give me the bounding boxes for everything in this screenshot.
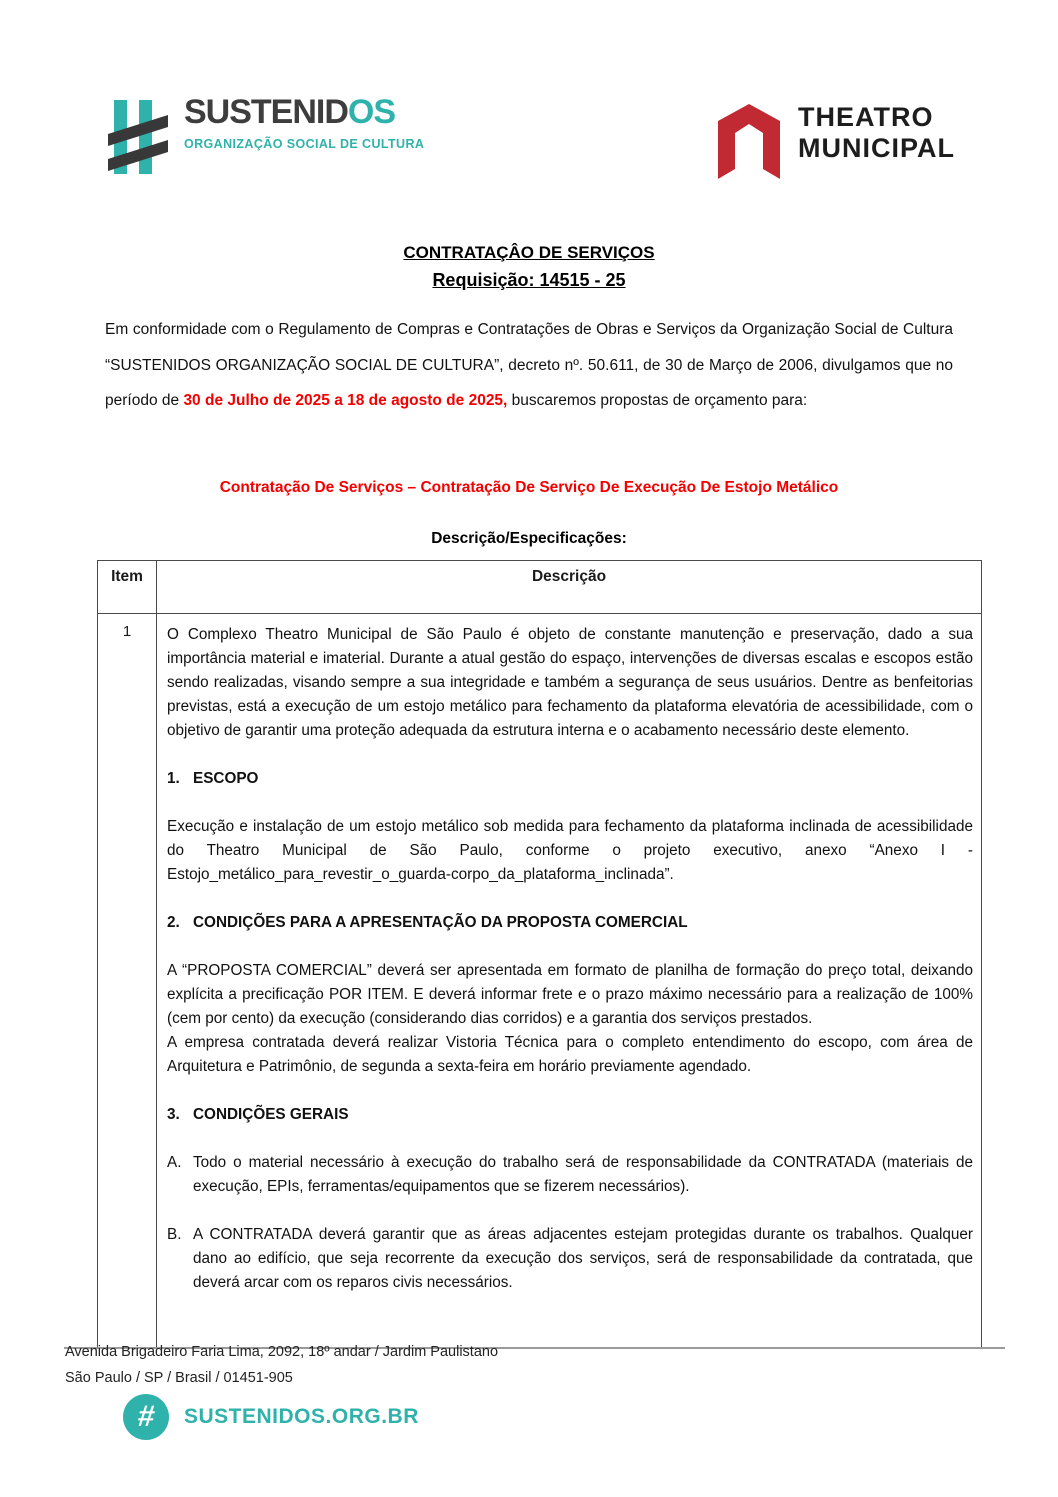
section-1-title: ESCOPO [193, 770, 259, 787]
table-header-row [98, 561, 981, 614]
section-1-number: 1. [167, 770, 180, 787]
footer-address [65, 1339, 498, 1391]
spec-table [97, 560, 982, 1348]
footer-address-line2: São Paulo / SP / Brasil / 01451-905 [65, 1370, 293, 1386]
section-2-heading [167, 911, 973, 935]
sustenidos-wordmark [184, 95, 424, 151]
section-2-number: 2. [167, 914, 180, 931]
intro-text-post: buscaremos propostas de orçamento para: [507, 392, 808, 409]
theatro-arch-icon [718, 100, 782, 185]
section-1-heading [167, 767, 973, 791]
theatro-word-line1: THEATRO [798, 102, 934, 132]
theatro-word-line2: MUNICIPAL [798, 133, 955, 164]
condition-item-b-text: A CONTRATADA deverá garantir que as áreas adjacentes estejam protegidas durante os trabalhos. Qualquer dano ao edifício, que seja recorrente da execução dos serviços, será de responsabilidade da contratada, que deverá arcar com os reparos civis necessários. [193, 1226, 973, 1291]
footer-address-line1: Avenida Brigadeiro Faria Lima, 2092, 18º andar / Jardim Paulistano [65, 1344, 499, 1360]
condition-item-a [167, 1151, 973, 1199]
section-3-number: 3. [167, 1106, 180, 1123]
table-body-row [98, 614, 981, 1348]
sustenidos-hash-icon [108, 95, 172, 184]
subject-heading: Contratação De Serviços – Contratação De Serviço De Execução De Estojo Metálico [219, 479, 839, 496]
theatro-municipal-logo [718, 100, 955, 185]
section-2-paragraph-2: A empresa contratada deverá realizar Vistoria Técnica para o completo entendimento do escopo, com área de Arquitetura e Patrimônio, de segunda a sexta-feira em horário previamente agendado. [167, 1034, 973, 1075]
section-3-title: CONDIÇÕES GERAIS [193, 1106, 349, 1123]
description-cell [157, 614, 981, 1348]
sustenidos-name: SUSTENIDOS [184, 93, 396, 131]
section-1-paragraph: Execução e instalação de um estojo metálico sob medida para fechamento da plataforma inclinada de acessibilidade do Theatro Municipal de São Paulo, conforme o projeto executivo, anexo “Anexo I - Estojo_metálico_para_revestir_o_guarda-corpo_da_plataforma_inclinada”. [167, 818, 973, 883]
description-intro-paragraph: O Complexo Theatro Municipal de São Paulo é objeto de constante manutenção e preservação, dado a sua importância material e imaterial. Durante a atual gestão do espaço, intervenções de diversas escalas e escopos estão sendo realizadas, visando sempre a sua integridade e também a segurança de seus usuários. Dentre as benfeitorias previstas, está a execução de um estojo metálico para fechamento da plataforma elevatória de acessibilidade, com o objetivo de garantir uma proteção adequada da estrutura interna e o acabamento necessário deste elemento. [167, 626, 973, 739]
condition-item-b-marker: B. [167, 1226, 182, 1243]
date-range-highlight: 30 de Julho de 2025 a 18 de agosto de 2025, [183, 392, 508, 409]
sustenidos-logo [108, 95, 424, 184]
condition-item-a-text: Todo o material necessário à execução do trabalho será de responsabilidade da CONTRATADA (materiais de execução, EPIs, ferramentas/equipamentos que se fizerem necessários). [193, 1154, 973, 1195]
descricao-column-header: Descrição [531, 568, 607, 585]
condition-item-a-marker: A. [167, 1154, 182, 1171]
section-2-paragraph-1: A “PROPOSTA COMERCIAL” deverá ser apresentada em formato de planilha de formação do preço total, deixando explícita a precificação POR ITEM. E deverá informar frete e o prazo máximo necessário para a realização de 100% (cem por cento) da execução (considerando dias corridos) e a garantia dos serviços prestados. [167, 962, 973, 1027]
sustenidos-tagline: ORGANIZAÇÃO SOCIAL DE CULTURA [184, 137, 425, 151]
intro-text-pre: Em conformidade com o Regulamento de Compras e Contratações de Obras e Serviços da Organização Social de Cultura “SUSTENIDOS ORGANIZAÇÃO SOCIAL DE CULTURA”, decreto nº. 50.611, de 30 de Março de 2006, divulgamos que no período de [105, 321, 953, 409]
document-title: CONTRATAÇÂO DE SERVIÇOS [403, 243, 655, 262]
footer-logo [123, 1394, 419, 1440]
hash-circle-icon: # [123, 1394, 169, 1440]
requisition-number: Requisição: 14515 - 25 [432, 270, 626, 290]
section-2-title: CONDIÇÕES PARA A APRESENTAÇÃO DA PROPOSTA COMERCIAL [193, 914, 688, 931]
theatro-wordmark [798, 102, 955, 164]
intro-paragraph [105, 312, 953, 419]
item-number-cell: 1 [98, 614, 157, 1348]
condition-item-b [167, 1223, 973, 1295]
document-title-block [0, 243, 1058, 291]
section-3-heading [167, 1103, 973, 1127]
website-text: SUSTENIDOS.ORG.BR [184, 1405, 419, 1428]
spec-heading: Descrição/Especificações: [431, 530, 627, 547]
item-column-header: Item [98, 561, 157, 613]
